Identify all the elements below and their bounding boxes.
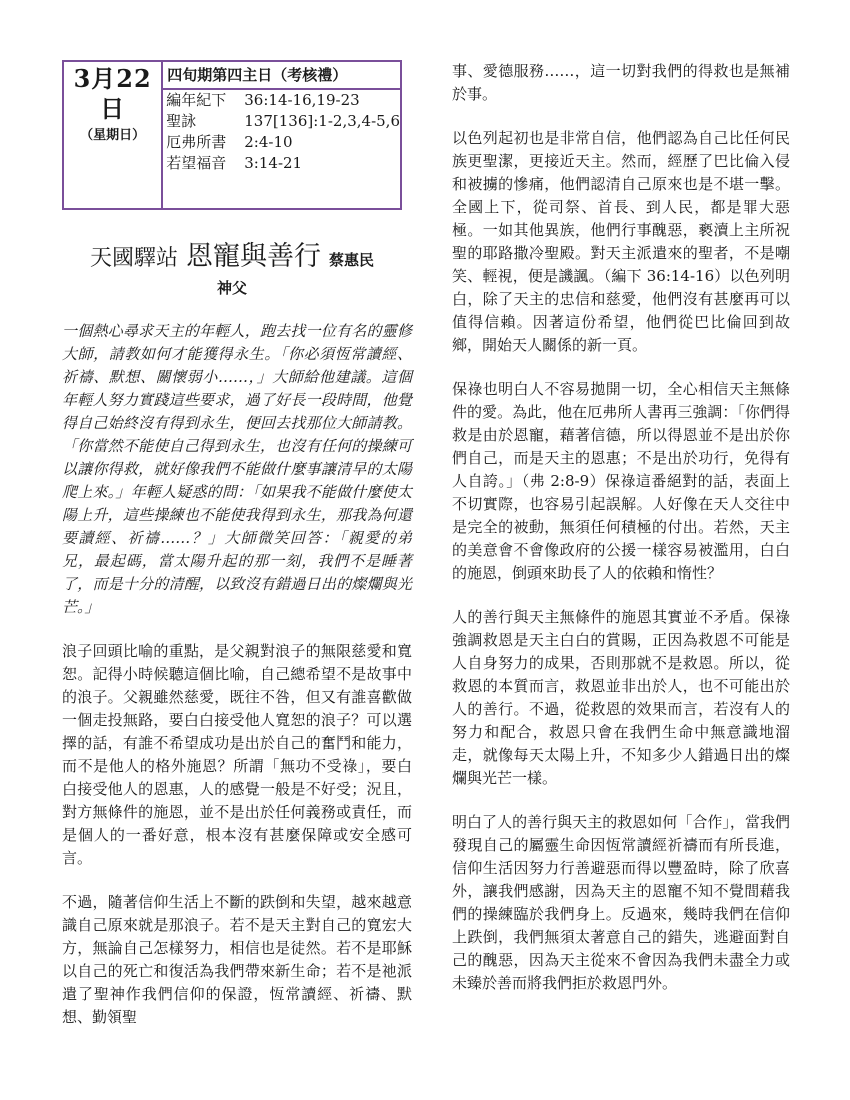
article-paragraph: 不過，隨著信仰生活上不斷的跌倒和失望，越來越意識自己原來就是那浪子。若不是天主對自己的寬宏大方，無論自己怎樣努力，相信也是徒然。若不是耶穌以自己的死亡和復活為我們帶來新生命；若不是祂派遣了聖神作我們信仰的保證，恆常讀經、祈禱、默想、勤領聖 [62,893,412,1026]
author-role: 神父 [216,279,247,297]
reading-line [163,153,400,174]
article-paragraph: 浪子回頭比喻的重點，是父親對浪子的無限慈愛和寬恕。記得小時候聽這個比喻，自己總希望不是故事中的浪子。父親雖然慈愛，既往不咎，但又有誰喜歡做一個走投無路，要白白接受他人寬恕的浪子？可以選擇的話，有誰不希望成功是出於自己的奮鬥和能力，而不是他人的格外施恩？所謂「無功不受祿」，要白白接受他人的恩惠，人的感覺一般是不好受；況且，對方無條件的施恩，並不是出於任何義務或責任，而是個人的一番好意，根本沒有甚麼保障或安全感可言。 [62,642,412,867]
reading-book: 聖詠 [166,112,197,130]
reading-ref: 3:14-21 [244,154,303,172]
reading-line [163,132,400,153]
article-paragraph: 人的善行與天主無條件的施恩其實並不矛盾。保祿強調救恩是天主白白的賞賜，正因為救恩不可能是人自身努力的成果，否則那就不是救恩。所以，從救恩的本質而言，救恩並非出於人，也不可能出於人的善行。不過，從救恩的效果而言，若沒有人的努力和配合，救恩只會在我們生命中無意識地溜走，就像每天太陽上升，不知多少人錯過日出的燦爛與光芒一樣。 [452,608,790,787]
reading-book: 厄弗所書 [166,133,227,151]
article-paragraph: 事、愛德服務……，這一切對我們的得救也是無補於事。 [452,62,790,103]
date-cell [64,62,163,208]
author-name: 蔡惠民 [329,251,375,269]
reading-ref: 2:4-10 [244,133,293,151]
article-title-row [62,234,402,273]
reading-book: 編年紀下 [166,91,227,109]
reading-line [163,90,400,111]
article-paragraph: 一個熱心尋求天主的年輕人，跑去找一位有名的靈修大師，請教如何才能獲得永生。「你必須恆常讀經、祈禱、默想、關懷弱小……，」大師給他建議。這個年輕人努力實踐這些要求，過了好長一段時間，他覺得自己始終沒有得到永生，便回去找那位大師請教。「你當然不能使自己得到永生，也沒有任何的操練可以讓你得救，就好像我們不能做什麼事讓清早的太陽爬上來。」年輕人疑惑的問：「如果我不能做什麼使太陽上升，這些操練也不能使我得到永生，那我為何還要讀經、祈禱……？」大師微笑回答：「親愛的弟兄，最起碼，當太陽升起的那一刻，我們不是睡著了，而是十分的清醒，以致沒有錯過日出的燦爛與光芒。」 [62,322,412,616]
reading-line [163,111,400,132]
left-column [62,60,412,1050]
article-paragraph: 明白了人的善行與天主的救恩如何「合作」，當我們發現自己的屬靈生命因恆常讀經祈禱而有所長進，信仰生活因努力行善避惡而得以豐盈時，除了欣喜外，讓我們感謝，因為天主的恩寵不知不覺間藉我們的操練臨於我們身上。反過來，幾時我們在信仰上跌倒，我們無須太著意自己的錯失，逃避面對自己的醜惡，因為天主從來不會因為我們未盡全力或未臻於善而將我們拒於救恩門外。 [452,813,790,992]
reading-ref: 137[136]:1-2,3,4-5,6 [244,112,400,130]
readings-cell [163,62,400,208]
article-paragraph: 保祿也明白人不容易拋開一切，全心相信天主無條件的愛。為此，他在厄弗所人書再三強調：「你們得救是由於恩寵，藉著信德，所以得恩並不是出於你們自己，而是天主的恩惠；不是出於功行，免得有人自誇。」（弗 2:8-9）保祿這番絕對的話，表面上不切實際，也容易引起誤解。人好像在天人交往中是完全的被動，無須任何積極的付出。若然，天主的美意會不會像政府的公援一樣容易被濫用，白白的施恩，倒頭來助長了人的依賴和惰性？ [452,380,790,582]
right-column [452,60,790,1016]
article-title: 恩寵與善行 [186,241,321,272]
reading-ref: 36:14-16,19-23 [244,91,360,109]
article-paragraph: 以色列起初也是非常自信，他們認為自己比任何民族更聖潔，更接近天主。然而，經歷了巴比倫入侵和被擄的慘痛，他們認清自己原來也是不堪一擊。全國上下，從司祭、首長、到人民，都是罪大惡極。一如其他異族，他們行事醜惡，褻瀆上主所祝聖的耶路撒冷聖殿。對天主派遣來的聖者，不是嘲笑、輕視，便是譏諷。（編下 36:14-16）以色列明白，除了天主的忠信和慈愛，他們沒有甚麼再可以值得信賴。因著這份希望，他們從巴比倫回到故鄉，開始天人關係的新一頁。 [452,129,790,354]
date: 3月22日 [73,64,152,123]
reading-book: 若望福音 [166,154,227,172]
date-readings-box [62,60,402,210]
feast-title: 四旬期第四主日（考核禮） [163,62,400,90]
weekday: （星期日） [80,128,146,143]
section-name: 天國驛站 [89,246,178,271]
